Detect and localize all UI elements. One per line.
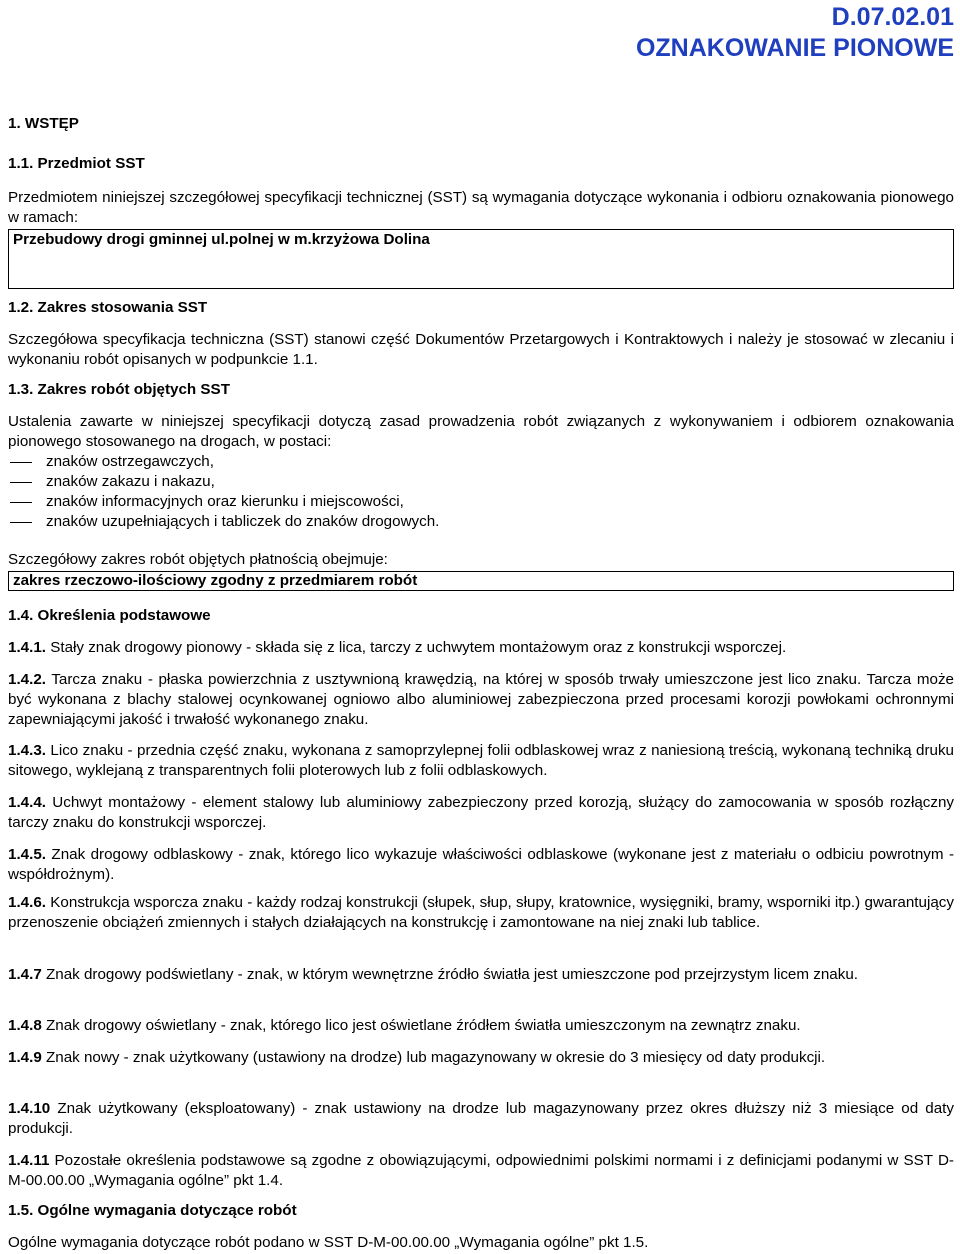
section-1-2-text: Szczegółowa specyfikacja techniczna (SST) stanowi część Dokumentów Przetargowych i Kontraktowych i należy je stosować w zlecaniu i wykonaniu robót opisanych w podpunkcie 1.1. <box>8 331 954 368</box>
document-page <box>8 0 954 1251</box>
list-item: znaków ostrzegawczych, <box>8 452 954 472</box>
definition-number: 1.4.7 <box>8 966 42 983</box>
definition-1-4-7 <box>8 965 954 985</box>
definition-number: 1.4.6. <box>8 894 46 911</box>
sign-types-list <box>8 452 954 532</box>
definition-number: 1.4.5. <box>8 846 46 863</box>
definition-number: 1.4.2. <box>8 671 46 688</box>
definition-text: Konstrukcja wsporcza znaku - każdy rodzaj konstrukcji (słupek, słup, słupy, kratownice, wysięgniki, bramy, wsporniki itp.) gwarantujący przenoszenie obciążeń zmiennych i stałych działających na konstrukcję i zamontowane na niej znaki lub tablice. <box>8 894 954 931</box>
section-1-3-text: Ustalenia zawarte w niniejszej specyfikacji dotyczą zasad prowadzenia robót związanych z wykonywaniem i odbiorem oznakowania pionowego stosowanego na drogach, w postaci: <box>8 413 954 450</box>
definition-1-4-6 <box>8 893 954 933</box>
scope-label: Szczegółowy zakres robót objętych płatnością obejmuje: <box>8 551 388 568</box>
definition-number: 1.4.1. <box>8 639 46 656</box>
project-name-box: Przebudowy drogi gminnej ul.polnej w m.krzyżowa Dolina <box>8 229 954 289</box>
section-1-3-heading: 1.3. Zakres robót objętych SST <box>8 381 230 398</box>
definition-1-4-3 <box>8 741 954 781</box>
definition-text: Znak drogowy podświetlany - znak, w którym wewnętrzne źródło światła jest umieszczone pod przejrzystym licem znaku. <box>41 966 858 983</box>
definition-text: Tarcza znaku - płaska powierzchnia z usztywnioną krawędzią, na której w sposób trwały umieszczone jest lico znaku. Tarcza może być wykonana z blachy stalowej ocynkowanej ogniowo albo aluminiowej zabezpieczona przed procesami korozji powłokami ochronnymi zapewniającymi jakość i trwałość wykonanego znaku. <box>8 671 954 728</box>
definition-text: Uchwyt montażowy - element stalowy lub aluminiowy zabezpieczony przed korozją, służący do zamocowania w sposób rozłączny tarczy znaku do konstrukcji wsporczej. <box>8 794 954 831</box>
definition-1-4-9 <box>8 1048 954 1068</box>
section-1-1-heading: 1.1. Przedmiot SST <box>8 155 145 172</box>
section-1-5-heading: 1.5. Ogólne wymagania dotyczące robót <box>8 1202 297 1219</box>
definition-1-4-1 <box>8 638 954 658</box>
section-1-4-heading: 1.4. Określenia podstawowe <box>8 607 211 624</box>
definition-number: 1.4.4. <box>8 794 46 811</box>
definition-text: Znak nowy - znak użytkowany (ustawiony na drodze) lub magazynowany w okresie do 3 miesięcy od daty produkcji. <box>41 1049 826 1066</box>
definition-number: 1.4.3. <box>8 742 46 759</box>
definition-number: 1.4.11 <box>8 1152 50 1169</box>
definition-number: 1.4.9 <box>8 1049 42 1066</box>
definition-number: 1.4.10 <box>8 1100 51 1117</box>
section-1-2-heading: 1.2. Zakres stosowania SST <box>8 299 208 316</box>
definition-text: Stały znak drogowy pionowy - składa się z lica, tarczy z uchwytem montażowym oraz z konstrukcji wsporczej. <box>46 639 787 656</box>
section-1-5-text: Ogólne wymagania dotyczące robót podano w SST D-M-00.00.00 „Wymagania ogólne” pkt 1.5. <box>8 1234 649 1251</box>
definition-1-4-5 <box>8 845 954 885</box>
definition-1-4-10 <box>8 1099 954 1139</box>
doc-title: OZNAKOWANIE PIONOWE <box>635 34 954 62</box>
definition-1-4-4 <box>8 793 954 833</box>
definition-number: 1.4.8 <box>8 1017 42 1034</box>
definition-text: Pozostałe określenia podstawowe są zgodne z obowiązującymi, odpowiednimi polskimi normami i z definicjami podanymi w SST D-M-00.00.00 „Wymagania ogólne” pkt 1.4. <box>8 1152 954 1189</box>
list-item: znaków uzupełniających i tabliczek do znaków drogowych. <box>8 512 954 532</box>
definition-1-4-8 <box>8 1016 954 1036</box>
section-1-heading: 1. WSTĘP <box>8 115 79 132</box>
definition-text: Znak użytkowany (eksploatowany) - znak ustawiony na drodze lub magazynowany przez okres dłuższy niż 3 miesiące od daty produkcji. <box>8 1100 954 1137</box>
scope-box: zakres rzeczowo-ilościowy zgodny z przedmiarem robót <box>8 571 954 591</box>
list-item: znaków informacyjnych oraz kierunku i miejscowości, <box>8 492 954 512</box>
section-1-1-text: Przedmiotem niniejszej szczegółowej specyfikacji technicznej (SST) są wymagania dotyczące wykonania i odbioru oznakowania pionowego w ramach: <box>8 189 954 226</box>
doc-code: D.07.02.01 <box>831 3 954 31</box>
definition-text: Lico znaku - przednia część znaku, wykonana z samoprzylepnej folii odblaskowej wraz z naniesioną treścią, wykonaną techniką druku sitowego, wyklejaną z transparentnych folii ploterowych lub z folii odblaskowych. <box>8 742 954 779</box>
definition-1-4-2 <box>8 670 954 730</box>
definition-1-4-11 <box>8 1151 954 1191</box>
list-item: znaków zakazu i nakazu, <box>8 472 954 492</box>
definition-text: Znak drogowy oświetlany - znak, którego lico jest oświetlane źródłem światła umieszczonym na zewnątrz znaku. <box>41 1017 801 1034</box>
definition-text: Znak drogowy odblaskowy - znak, którego lico wykazuje właściwości odblaskowe (wykonane jest z materiału o odbiciu powrotnym - współdrożnym). <box>8 846 954 883</box>
